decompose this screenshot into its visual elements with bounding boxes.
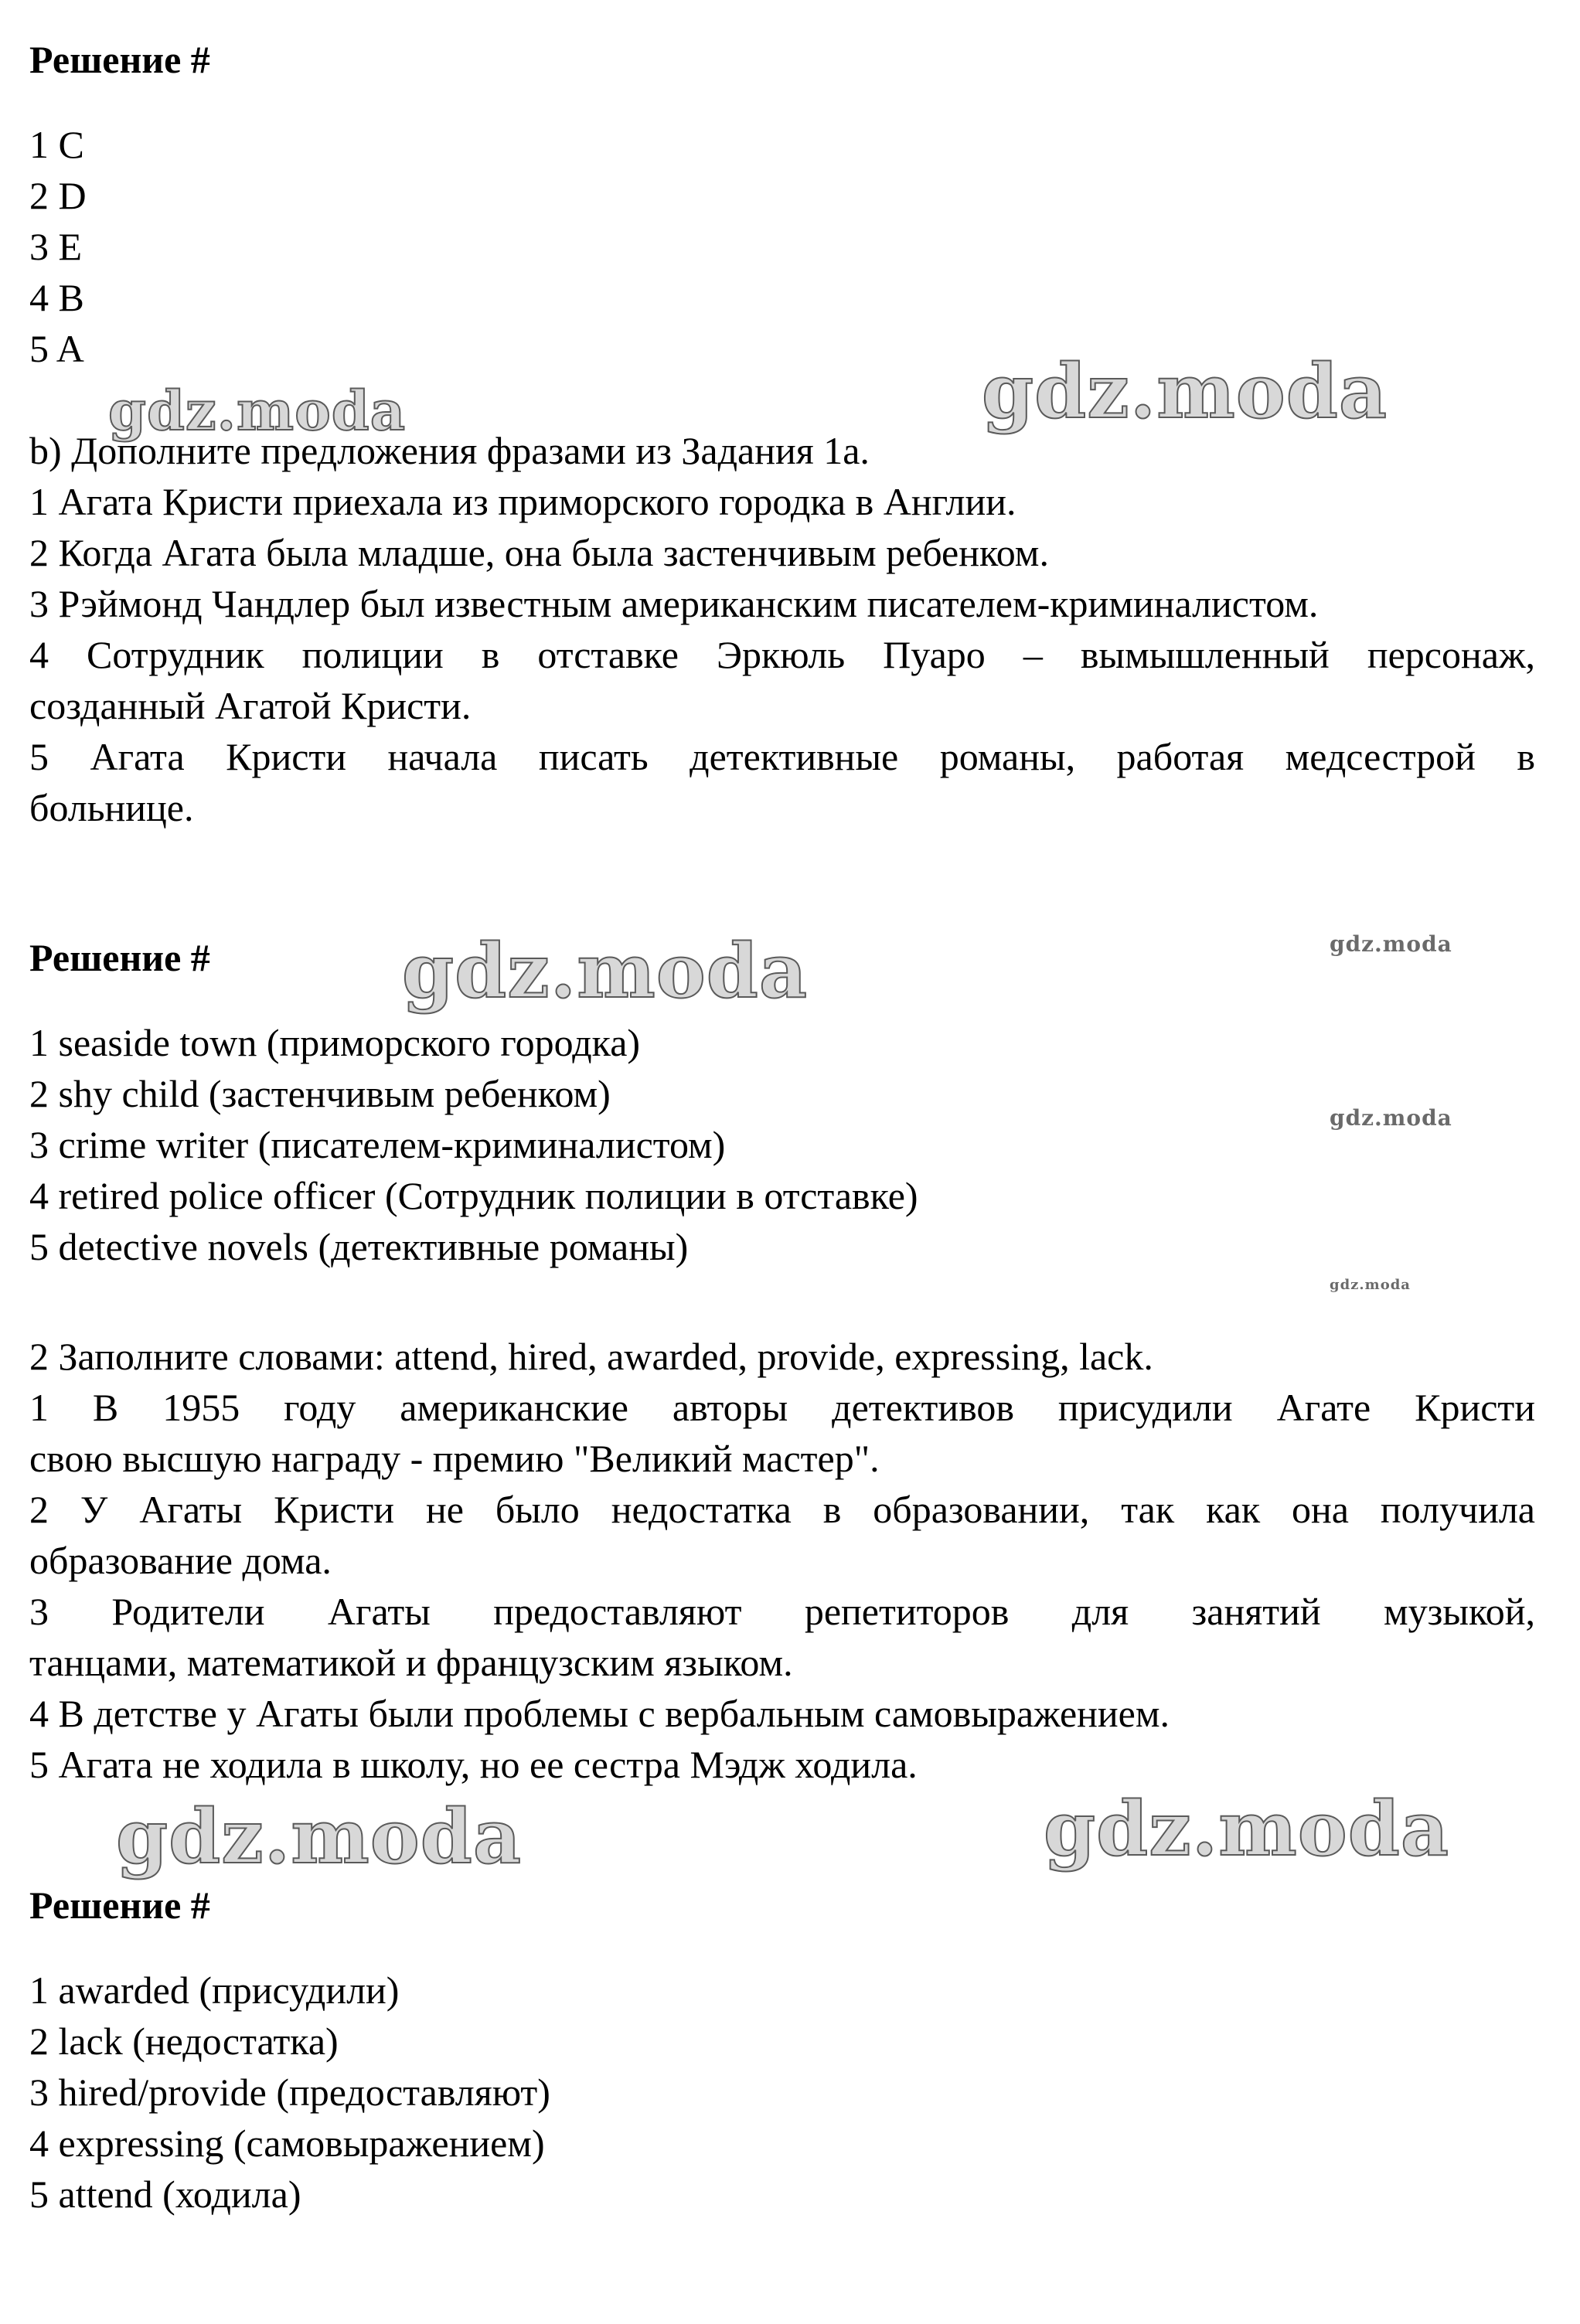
sentence-line: 2 Когда Агата была младше, она была застенчивым ребенком. [29, 531, 1049, 574]
sentence-line: 4 Сотрудник полиции в отставке Эркюль Пуаро – вымышленный персонаж, [29, 633, 1535, 676]
solution-heading: Решение # [29, 1883, 210, 1927]
answer-line: 4 B [29, 276, 84, 319]
sentence-line: 2 У Агаты Кристи не было недостатка в образовании, так как она получила [29, 1488, 1535, 1531]
watermark-logo: gdz.moda [1330, 931, 1452, 957]
watermark-logo: gdz.moda [1044, 1785, 1450, 1873]
answer-line: 1 C [29, 123, 84, 166]
answer-line: 3 hired/provide (предоставляют) [29, 2071, 550, 2114]
sentence-line: 5 Агата не ходила в школу, но ее сестра Мэдж ходила. [29, 1743, 918, 1786]
solution-heading: Решение # [29, 38, 210, 81]
answer-line: 3 crime writer (писателем-криминалистом) [29, 1123, 726, 1166]
sentence-line: образование дома. [29, 1539, 332, 1582]
watermark-logo: gdz.moda [1330, 1105, 1452, 1131]
sentence-line: 1 В 1955 году американские авторы детективов присудили Агате Кристи [29, 1386, 1535, 1429]
watermark-logo: gdz.moda [402, 927, 809, 1015]
sentence-line: созданный Агатой Кристи. [29, 684, 472, 727]
answer-line: 2 D [29, 174, 87, 217]
answer-line: 5 attend (ходила) [29, 2173, 301, 2216]
answer-line: 4 expressing (самовыражением) [29, 2122, 545, 2165]
sentence-line: 1 Агата Кристи приехала из приморского городка в Англии. [29, 480, 1016, 523]
sentence-line: 3 Рэймонд Чандлер был известным американским писателем-криминалистом. [29, 582, 1319, 625]
sentence-line: свою высшую награду - премию "Великий мастер". [29, 1437, 880, 1480]
watermark-logo: gdz.moda [116, 1793, 523, 1880]
watermark-logo: gdz.moda [1330, 1277, 1411, 1293]
sentence-line: 3 Родители Агаты предоставляют репетиторов для занятий музыкой, [29, 1590, 1535, 1633]
sentence-line: танцами, математикой и французским языком. [29, 1641, 793, 1684]
sentence-line: 5 Агата Кристи начала писать детективные романы, работая медсестрой в [29, 735, 1535, 778]
answer-line: 1 awarded (присудили) [29, 1968, 400, 2012]
answer-line: 3 E [29, 225, 83, 268]
answer-line: 1 seaside town (приморского городка) [29, 1021, 641, 1064]
watermark-logo: gdz.moda [982, 348, 1388, 435]
task-instruction: 2 Заполните словами: attend, hired, awarded, provide, expressing, lack. [29, 1335, 1153, 1378]
answer-line: 4 retired police officer (Сотрудник полиции в отставке) [29, 1174, 918, 1217]
sentence-line: больнице. [29, 786, 194, 829]
task-instruction: b) Дополните предложения фразами из Задания 1a. [29, 429, 870, 472]
answer-line: 2 lack (недостатка) [29, 2019, 339, 2063]
answer-line: 2 shy child (застенчивым ребенком) [29, 1072, 611, 1115]
solution-heading: Решение # [29, 936, 210, 979]
answer-line: 5 A [29, 327, 84, 370]
watermark-logo: gdz.moda [108, 379, 407, 443]
sentence-line: 4 В детстве у Агаты были проблемы с вербальным самовыражением. [29, 1692, 1170, 1735]
answer-line: 5 detective novels (детективные романы) [29, 1225, 689, 1268]
